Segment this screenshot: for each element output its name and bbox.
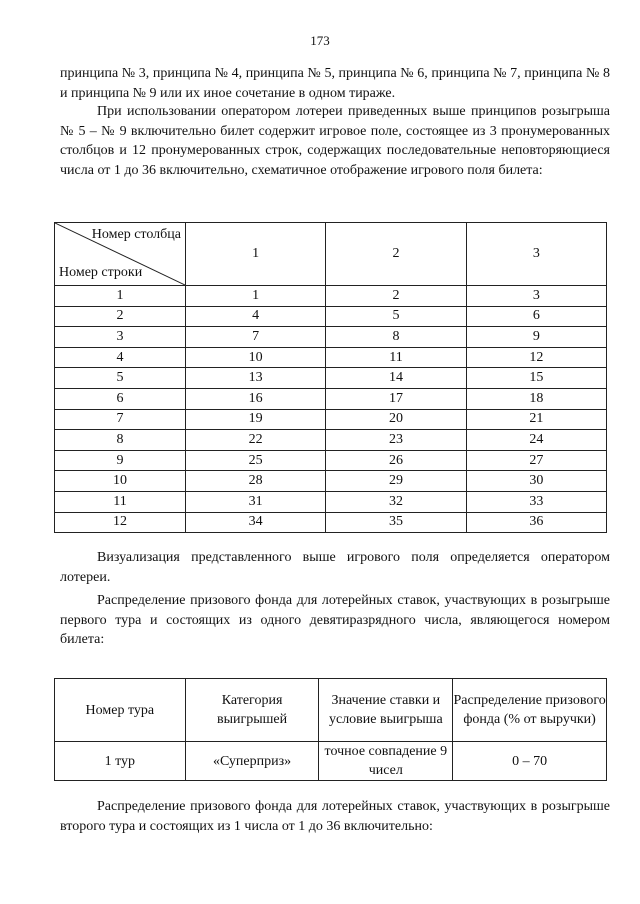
- page-number: 173: [310, 33, 330, 48]
- table-cell: 35: [326, 512, 466, 533]
- table-cell: 8: [326, 327, 466, 348]
- table-cell: «Суперприз»: [185, 742, 319, 781]
- table-cell: 36: [466, 512, 606, 533]
- table-cell: 29: [326, 471, 466, 492]
- table-cell: 27: [466, 450, 606, 471]
- header-bet-condition: Значение ставки и условие выигрыша: [319, 679, 453, 742]
- table-cell: 1 тур: [55, 742, 186, 781]
- row-number-cell: 11: [55, 491, 186, 512]
- header-prize-distribution: Распределение призового фонда (% от выручки): [453, 679, 607, 742]
- game-field-table: [54, 222, 607, 533]
- row-number-label: Номер строки: [59, 265, 143, 280]
- table-row: [55, 450, 607, 471]
- row-number-cell: 8: [55, 430, 186, 451]
- table-cell: 17: [326, 388, 466, 409]
- table-cell: 31: [186, 491, 326, 512]
- paragraph-visualization: Визуализация представленного выше игрового поля определяется оператором лотереи.: [60, 550, 610, 585]
- column-header: 2: [326, 223, 466, 286]
- table-row: [55, 306, 607, 327]
- table-cell: 25: [186, 450, 326, 471]
- table-row: [55, 742, 607, 781]
- paragraph-principles: принципа № 3, принципа № 4, принципа № 5, принципа № 6, принципа № 7, принципа № 8 и принципа № 9 или их иное сочетание в одном тираже.: [60, 66, 610, 101]
- prize-distribution-table: [54, 678, 607, 781]
- header-round-number: Номер тура: [55, 679, 186, 742]
- table-row: [55, 491, 607, 512]
- table-row: [55, 347, 607, 368]
- paragraph-second-round: Распределение призового фонда для лотерейных ставок, участвующих в розыгрыше второго тура и состоящих из 1 числа от 1 до 36 включительно:: [60, 799, 610, 834]
- row-number-cell: 5: [55, 368, 186, 389]
- table-cell: 26: [326, 450, 466, 471]
- row-number-cell: 7: [55, 409, 186, 430]
- row-number-cell: 1: [55, 286, 186, 307]
- table-row: [55, 430, 607, 451]
- table-cell: 14: [326, 368, 466, 389]
- table-cell: 9: [466, 327, 606, 348]
- table-cell: точное совпадение 9 чисел: [319, 742, 453, 781]
- table-header-row: [55, 223, 607, 286]
- table-row: [55, 286, 607, 307]
- corner-header-cell: [55, 223, 186, 286]
- table-cell: 22: [186, 430, 326, 451]
- table-row: [55, 471, 607, 492]
- table-cell: 16: [186, 388, 326, 409]
- table-cell: 18: [466, 388, 606, 409]
- table-row: [55, 409, 607, 430]
- table-cell: 21: [466, 409, 606, 430]
- header-prize-category: Категория выигрышей: [185, 679, 319, 742]
- table-row: [55, 368, 607, 389]
- table-cell: 1: [186, 286, 326, 307]
- table-cell: 6: [466, 306, 606, 327]
- table-cell: 7: [186, 327, 326, 348]
- row-number-cell: 9: [55, 450, 186, 471]
- table-header-row: [55, 679, 607, 742]
- table-cell: 2: [326, 286, 466, 307]
- paragraph-first-round: Распределение призового фонда для лотерейных ставок, участвующих в розыгрыше первого тура и состоящих из одного девятиразрядного числа, являющегося номером билета:: [60, 593, 610, 647]
- table-cell: 23: [326, 430, 466, 451]
- table-cell: 32: [326, 491, 466, 512]
- row-number-cell: 12: [55, 512, 186, 533]
- table-cell: 28: [186, 471, 326, 492]
- table-cell: 0 – 70: [453, 742, 607, 781]
- column-number-label: Номер столбца: [91, 227, 181, 242]
- table-cell: 4: [186, 306, 326, 327]
- table-cell: 5: [326, 306, 466, 327]
- table-cell: 34: [186, 512, 326, 533]
- row-number-cell: 3: [55, 327, 186, 348]
- table-cell: 12: [466, 347, 606, 368]
- table-cell: 11: [326, 347, 466, 368]
- table-cell: 20: [326, 409, 466, 430]
- row-number-cell: 6: [55, 388, 186, 409]
- table-cell: 24: [466, 430, 606, 451]
- table-cell: 30: [466, 471, 606, 492]
- row-number-cell: 4: [55, 347, 186, 368]
- table-row: [55, 388, 607, 409]
- table-row: [55, 327, 607, 348]
- table-cell: 33: [466, 491, 606, 512]
- table-cell: 15: [466, 368, 606, 389]
- table-cell: 3: [466, 286, 606, 307]
- table-row: [55, 512, 607, 533]
- column-header: 1: [186, 223, 326, 286]
- table-cell: 13: [186, 368, 326, 389]
- row-number-cell: 10: [55, 471, 186, 492]
- table-cell: 19: [186, 409, 326, 430]
- column-header: 3: [466, 223, 606, 286]
- paragraph-game-field: При использовании оператором лотереи приведенных выше принципов розыгрыша № 5 – № 9 включительно билет содержит игровое поле, состоящее из 3 пронумерованных столбцов и 12 пронумерованных строк, содержащих последовательные неповторяющиеся числа от 1 до 36 включительно, схематичное отображение игрового поля билета:: [60, 104, 610, 178]
- row-number-cell: 2: [55, 306, 186, 327]
- table-cell: 10: [186, 347, 326, 368]
